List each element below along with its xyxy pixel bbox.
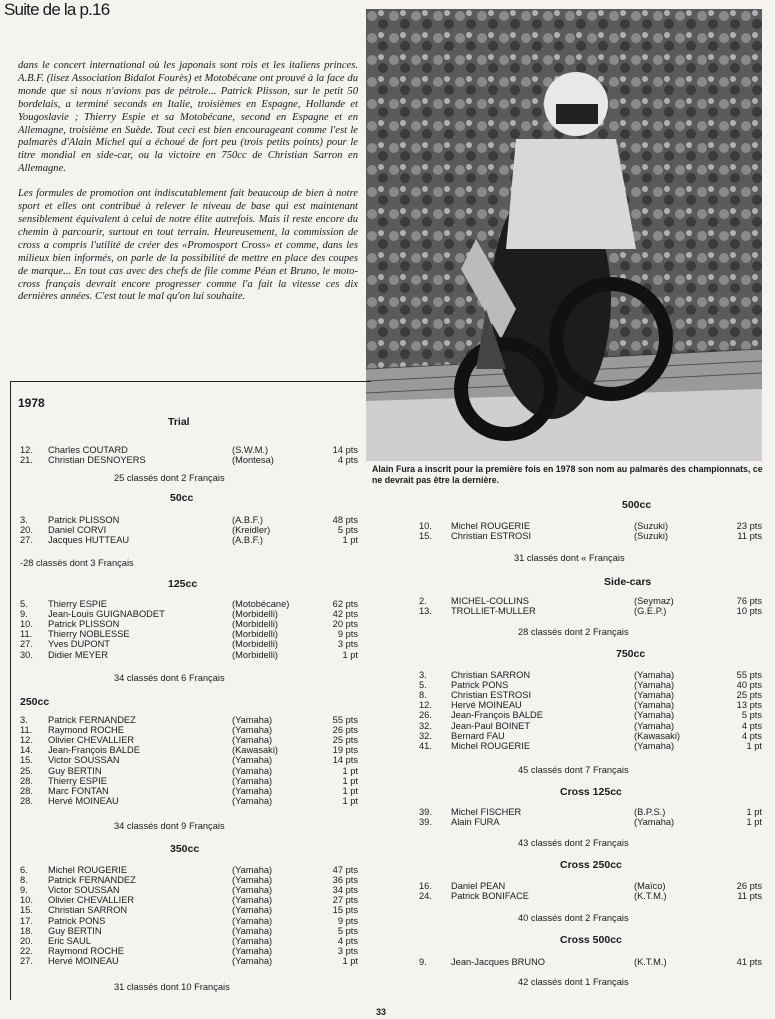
result-row [419,521,762,531]
result-points: 40 pts [736,680,762,691]
result-rider: Thierry ESPIE [48,599,107,609]
section-summary: 31 classés dont 10 Français [114,982,230,992]
result-make: (Kawasaki) [232,745,278,756]
result-make: (A.B.F.) [232,535,263,546]
result-rider: Jean-Jacques BRUNO [451,957,546,967]
result-make: (Yamaha) [232,715,273,725]
result-rider: Charles COUTARD [48,445,128,455]
result-rank: 2. [419,596,427,606]
result-row [419,670,762,680]
result-rank: 41. [419,740,432,751]
result-rider: Patrick FERNANDEZ [48,875,136,886]
result-make: (Yamaha) [232,935,273,946]
result-rider: Didier MEYER [48,649,108,660]
result-rank: 15. [419,531,432,542]
section-summary: 34 classés dont 6 Français [114,673,225,683]
result-row [20,905,360,915]
result-rank: 12. [20,735,33,746]
result-points: 4 pts [741,730,762,741]
result-rider: Daniel PEAN [451,881,506,891]
result-row [419,596,762,606]
section-title: 50cc [170,492,194,504]
photo-caption: Alain Fura a inscrit pour la première fois en 1978 son nom au palmarès des championnats, ce ne devrait pas être la dernière. [372,464,763,485]
result-row [20,745,360,755]
result-points: 4 pts [337,935,358,946]
result-rank: 9. [20,609,28,620]
result-rank: 8. [419,690,427,701]
result-points: 14 pts [332,445,358,455]
result-points: 20 pts [332,619,358,630]
section-summary: 34 classés dont 9 Français [114,821,225,831]
result-make: (Montesa) [232,455,274,466]
result-rank: 30. [20,649,33,660]
result-rider: Michel ROUGERIE [48,865,128,875]
result-rank: 27. [20,639,33,650]
result-points: 1 pt [342,535,358,546]
result-make: (Kreidler) [232,525,271,536]
result-row [419,700,762,711]
result-points: 62 pts [332,599,358,609]
result-rank: 32. [419,720,432,731]
result-make: (Yamaha) [634,710,675,721]
result-rank: 3. [20,715,28,725]
result-rider: TROLLIET-MULLER [451,606,536,617]
result-points: 55 pts [736,670,762,680]
result-make: (Suzuki) [634,531,669,542]
result-make: (Yamaha) [634,670,675,680]
result-make: (Yamaha) [232,925,273,936]
result-rider: Alain FURA [451,817,500,828]
result-points: 1 pt [342,765,358,776]
result-rider: Raymond ROCHE [48,725,124,736]
result-make: (Yamaha) [232,725,273,736]
result-points: 27 pts [332,895,358,906]
result-rank: 8. [20,875,28,886]
result-points: 25 pts [332,735,358,746]
result-points: 19 pts [332,745,358,756]
result-points: 47 pts [332,865,358,875]
result-rank: 5. [419,680,427,691]
result-make: (Yamaha) [232,755,273,766]
result-rank: 27. [20,955,33,966]
result-rank: 17. [20,915,33,926]
result-points: 5 pts [337,525,358,536]
result-rider: Michel FISCHER [451,807,522,817]
result-rank: 28. [20,775,33,786]
result-points: 42 pts [332,609,358,620]
result-row [20,445,360,455]
result-row [20,599,360,609]
result-row [20,619,360,629]
result-points: 23 pts [736,521,762,531]
section-title: 750cc [616,648,646,660]
result-rider: Christian SARRON [48,905,128,916]
result-make: (Yamaha) [634,700,675,711]
result-rider: Christian ESTROSI [451,531,532,542]
result-rider: Michel ROUGERIE [451,521,531,531]
result-make: (Morbidelli) [232,639,278,650]
result-make: (Kawasaki) [634,730,680,741]
result-row [20,455,360,465]
section-summary: 43 classés dont 2 Français [518,838,629,848]
section-title: Cross 500cc [560,934,622,946]
result-row [20,885,360,895]
result-make: (B.P.S.) [634,807,666,817]
result-rank: 32. [419,730,432,741]
result-rider: Christian DESNOYERS [48,455,146,466]
results-year: 1978 [18,396,45,410]
result-rider: Christian ESTROSI [451,690,532,701]
result-points: 4 pts [741,720,762,731]
result-rider: Thierry NOBLESSE [48,629,130,640]
result-rank: 18. [20,925,33,936]
result-rank: 39. [419,817,432,828]
result-make: (Yamaha) [232,905,273,916]
result-rank: 27. [20,535,33,546]
result-points: 1 pt [342,955,358,966]
result-points: 36 pts [332,875,358,886]
result-make: (Yamaha) [232,765,273,776]
result-points: 1 pt [746,807,762,817]
result-row [419,740,762,751]
intro-paragraph-2: Les formules de promotion ont indiscutablement fait beaucoup de bien à notre sport et elles ont contribué à relever le niveau de base qui est maintenant sensiblement équivalent à celui de notre élite autrefois. Mais il reste encore du chemin à parcourir, surtout en tout terrain. Heureusement, la commission de cross a compris l'utilité de créer des «Promosport Cross» et comme, dans les milieux bien informés, on parle de la possibilité de mettre en place des coupes de marque... En tout cas avec des chefs de file comme Péan et Bruno, le moto-cross français devrait encore progresser comme l'a fait la vitesse ces dix dernières années. C'est tout le mal qu'on lui souhaite. [18,188,358,303]
result-make: (K.T.M.) [634,957,667,967]
result-row [20,735,360,745]
section-summary: -28 classés dont 3 Français [20,558,134,568]
result-row [20,715,360,725]
result-row [20,895,360,905]
result-row [419,807,762,817]
result-row [419,730,762,741]
result-make: (Seymaz) [634,596,674,606]
result-make: (Yamaha) [232,885,273,896]
result-points: 76 pts [736,596,762,606]
result-rider: Hervé MOINEAU [48,955,119,966]
result-row [20,609,360,619]
result-make: (K.T.M.) [634,891,667,902]
result-rank: 16. [419,881,432,891]
result-row [20,916,360,926]
result-rider: Olivier CHEVALLIER [48,735,135,746]
result-rider: Patrick PLISSON [48,515,120,525]
result-rider: Yves DUPONT [48,639,110,650]
result-row [419,720,762,731]
result-points: 9 pts [337,629,358,640]
result-rank: 10. [20,895,33,906]
section-summary: 42 classés dont 1 Français [518,977,629,987]
result-make: (S.W.M.) [232,445,269,455]
result-rank: 3. [20,515,28,525]
result-rider: Jean-Louis GUIGNABODET [48,609,165,620]
result-row [20,535,360,545]
result-row [20,865,360,875]
result-points: 48 pts [332,515,358,525]
result-rank: 12. [419,700,432,711]
result-points: 4 pts [337,455,358,466]
result-row [20,936,360,946]
result-rider: MICHEL-COLLINS [451,596,530,606]
result-points: 1 pt [342,649,358,660]
result-points: 26 pts [736,881,762,891]
section-title: 500cc [622,499,652,511]
result-points: 1 pt [746,817,762,828]
result-make: (Yamaha) [634,720,675,731]
result-make: (Morbidelli) [232,609,278,620]
result-points: 3 pts [337,639,358,650]
intro-text [18,60,358,316]
result-rank: 10. [419,521,432,531]
result-row [419,891,762,902]
result-rank: 28. [20,795,33,806]
result-rank: 11. [20,629,33,640]
result-rider: Jean-François BALDE [48,745,140,756]
result-points: 41 pts [736,957,762,967]
result-row [20,515,360,525]
result-make: (Morbidelli) [232,629,278,640]
result-points: 10 pts [736,606,762,617]
result-make: (Maïco) [634,881,666,891]
result-rank: 28. [20,785,33,796]
result-make: (Yamaha) [232,775,273,786]
result-rider: Thierry ESPIE [48,775,107,786]
result-make: (Yamaha) [232,785,273,796]
result-rider: Olivier CHEVALLIER [48,895,135,906]
result-make: (G.E.P.) [634,606,667,617]
result-rank: 22. [20,945,33,956]
result-rider: Patrick PONS [451,680,509,691]
result-row [20,650,360,660]
result-rider: Jacques HUTTEAU [48,535,130,546]
result-rider: Patrick BONIFACE [451,891,530,902]
result-make: (Suzuki) [634,521,669,531]
result-rider: Michel ROUGERIE [451,740,531,751]
result-points: 1 pt [746,740,762,751]
result-row [20,946,360,956]
result-points: 26 pts [332,725,358,736]
result-make: (Yamaha) [232,735,273,746]
result-row [20,875,360,885]
section-title: 125cc [168,578,198,590]
result-make: (Morbidelli) [232,619,278,630]
section-title: Trial [168,416,190,428]
motocross-photo [366,9,762,461]
result-make: (A.B.F.) [232,515,263,525]
result-row [20,786,360,796]
result-rank: 13. [419,606,432,617]
result-rank: 11. [20,725,33,736]
result-rank: 9. [419,957,427,967]
result-rider: Christian SARRON [451,670,531,680]
result-rank: 20. [20,935,33,946]
result-rank: 15. [20,905,33,916]
result-rider: Bernard FAU [451,730,505,741]
result-make: (Yamaha) [634,680,675,691]
result-rider: Victor SOUSSAN [48,755,120,766]
result-points: 3 pts [337,945,358,956]
section-title: 250cc [20,696,50,708]
result-points: 34 pts [332,885,358,896]
result-row [20,525,360,535]
result-rank: 24. [419,891,432,902]
result-points: 11 pts [737,531,762,542]
section-title: Cross 250cc [560,859,622,871]
result-points: 55 pts [332,715,358,725]
result-points: 5 pts [741,710,762,721]
result-make: (Motobécane) [232,599,290,609]
result-rider: Guy BERTIN [48,765,102,776]
result-row [20,796,360,806]
result-points: 1 pt [342,775,358,786]
result-rider: Jean-Paul BOINET [451,720,531,731]
result-rider: Daniel CORVI [48,525,107,536]
result-rank: 6. [20,865,28,875]
section-title: 350cc [170,843,200,855]
result-rider: Guy BERTIN [48,925,102,936]
result-row [20,926,360,936]
result-make: (Yamaha) [232,795,273,806]
result-points: 25 pts [736,690,762,701]
result-row [20,629,360,639]
result-rider: Hervé MOINEAU [48,795,119,806]
result-points: 1 pt [342,795,358,806]
result-row [419,531,762,542]
result-row [20,766,360,776]
result-row [419,690,762,701]
result-points: 14 pts [332,755,358,766]
result-row [20,639,360,649]
result-rank: 12. [20,445,33,455]
result-row [419,606,762,617]
result-rider: Patrick PLISSON [48,619,120,630]
result-rider: Jean-François BALDE [451,710,543,721]
page-number: 33 [376,1007,387,1017]
result-points: 15 pts [332,905,358,916]
result-rank: 25. [20,765,33,776]
section-title: Side-cars [604,576,652,588]
result-rank: 39. [419,807,432,817]
result-rank: 20. [20,525,33,536]
result-make: (Yamaha) [232,865,273,875]
result-points: 1 pt [342,785,358,796]
result-rider: Marc FONTAN [48,785,109,796]
result-rank: 15. [20,755,33,766]
result-rank: 26. [419,710,432,721]
result-row [20,776,360,786]
result-rider: Patrick FERNANDEZ [48,715,136,725]
result-points: 9 pts [337,915,358,926]
result-rank: 5. [20,599,28,609]
result-row [419,710,762,721]
result-rank: 9. [20,885,28,896]
result-make: (Yamaha) [232,895,273,906]
result-make: (Yamaha) [232,875,273,886]
section-summary: 28 classés dont 2 Français [518,627,629,637]
result-rider: Eric SAUL [48,935,91,946]
section-summary: 45 classés dont 7 Français [518,765,629,775]
result-points: 5 pts [337,925,358,936]
result-rider: Raymond ROCHE [48,945,124,956]
result-rank: 21. [20,455,33,466]
motocross-photo-drawing [366,9,762,461]
page-header: Suite de la p.16 [4,0,110,19]
section-title: Cross 125cc [560,786,622,798]
result-points: 13 pts [736,700,762,711]
result-make: (Morbidelli) [232,649,278,660]
result-row [419,680,762,691]
section-summary: 40 classés dont 2 Français [518,913,629,923]
result-row [419,881,762,891]
result-make: (Yamaha) [634,817,675,828]
result-points: 11 pts [737,891,762,902]
result-make: (Yamaha) [232,955,273,966]
result-make: (Yamaha) [634,740,675,751]
intro-paragraph-1: dans le concert international où les japonais sont rois et les italiens princes. A.B.F. (lisez Association Bidalot Fourès) et Motobécane ont prouvé à la face du monde que si nous n'avions pas de pétrole... Patrick Plisson, sur le petit 50 bordelais, a terminé seconds en Italie, troisièmes en Espagne, Hollande et Yougoslavie ; Thierry Espie et sa Motobécane, second en Espagne et en Allemagne, troisième en Suède. Tout ceci est bien encourageant comme l'est le palmarès d'Alain Michel qui a échoué de fort peu (trois petits points) pour le titre mondial en side-car, ou la victoire en 750cc de Christian Sarron en Allemagne. [18,60,358,175]
result-row [419,957,762,967]
result-row [419,817,762,828]
result-rider: Hervé MOINEAU [451,700,522,711]
result-row [20,725,360,735]
result-make: (Yamaha) [232,945,273,956]
section-summary: 31 classés dont « Français [514,553,625,563]
result-make: (Yamaha) [232,915,273,926]
result-row [20,755,360,765]
section-summary: 25 classés dont 2 Français [114,473,225,483]
result-rank: 3. [419,670,427,680]
result-make: (Yamaha) [634,690,675,701]
result-rank: 10. [20,619,33,630]
result-rider: Patrick PONS [48,915,106,926]
result-rider: Victor SOUSSAN [48,885,120,896]
result-rank: 14. [20,745,33,756]
result-row [20,956,360,966]
